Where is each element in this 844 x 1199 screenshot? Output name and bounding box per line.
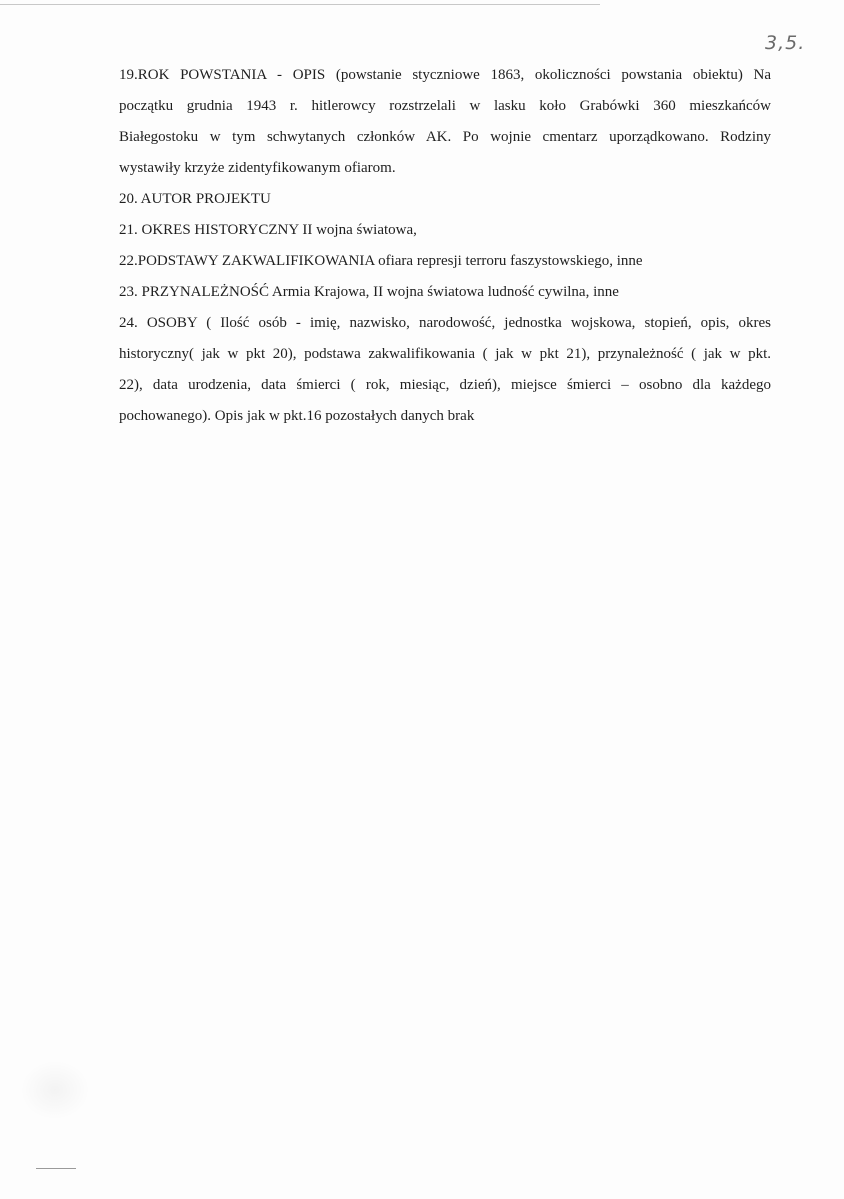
handwritten-page-number: 3,5. bbox=[765, 32, 806, 54]
section-24-line-2: historyczny( jak w pkt 20), podstawa zakwalifikowania ( jak w pkt 21), przynależność ( jak w pkt. bbox=[119, 346, 771, 362]
scan-edge-top bbox=[0, 4, 600, 5]
section-23: 23. PRZYNALEŻNOŚĆ Armia Krajowa, II wojna światowa ludność cywilna, inne bbox=[119, 284, 619, 300]
scan-edge-bottom bbox=[36, 1168, 76, 1169]
section-19 bbox=[119, 60, 771, 184]
section-19-line-2: początku grudnia 1943 r. hitlerowcy rozstrzelali w lasku koło Grabówki 360 mieszkańców bbox=[119, 98, 771, 114]
section-21: 21. OKRES HISTORYCZNY II wojna światowa, bbox=[119, 222, 417, 238]
section-19-line-1: 19.ROK POWSTANIA - OPIS (powstanie styczniowe 1863, okoliczności powstania obiektu) Na bbox=[119, 67, 771, 83]
section-24-line-3: 22), data urodzenia, data śmierci ( rok, miesiąc, dzień), miejsce śmierci – osobno dla każdego bbox=[119, 377, 771, 393]
section-24 bbox=[119, 308, 771, 432]
section-24-line-1: 24. OSOBY ( Ilość osób - imię, nazwisko, narodowość, jednostka wojskowa, stopień, opis, okres bbox=[119, 315, 771, 331]
section-19-line-3: Białegostoku w tym schwytanych członków AK. Po wojnie cmentarz uporządkowano. Rodziny bbox=[119, 129, 771, 145]
section-20: 20. AUTOR PROJEKTU bbox=[119, 191, 271, 207]
section-19-line-4: wystawiły krzyże zidentyfikowanym ofiarom. bbox=[119, 160, 396, 176]
document-body bbox=[119, 60, 771, 432]
section-24-line-4: pochowanego). Opis jak w pkt.16 pozostałych danych brak bbox=[119, 408, 475, 424]
section-22: 22.PODSTAWY ZAKWALIFIKOWANIA ofiara represji terroru faszystowskiego, inne bbox=[119, 253, 643, 269]
scan-smudge bbox=[20, 1060, 90, 1120]
